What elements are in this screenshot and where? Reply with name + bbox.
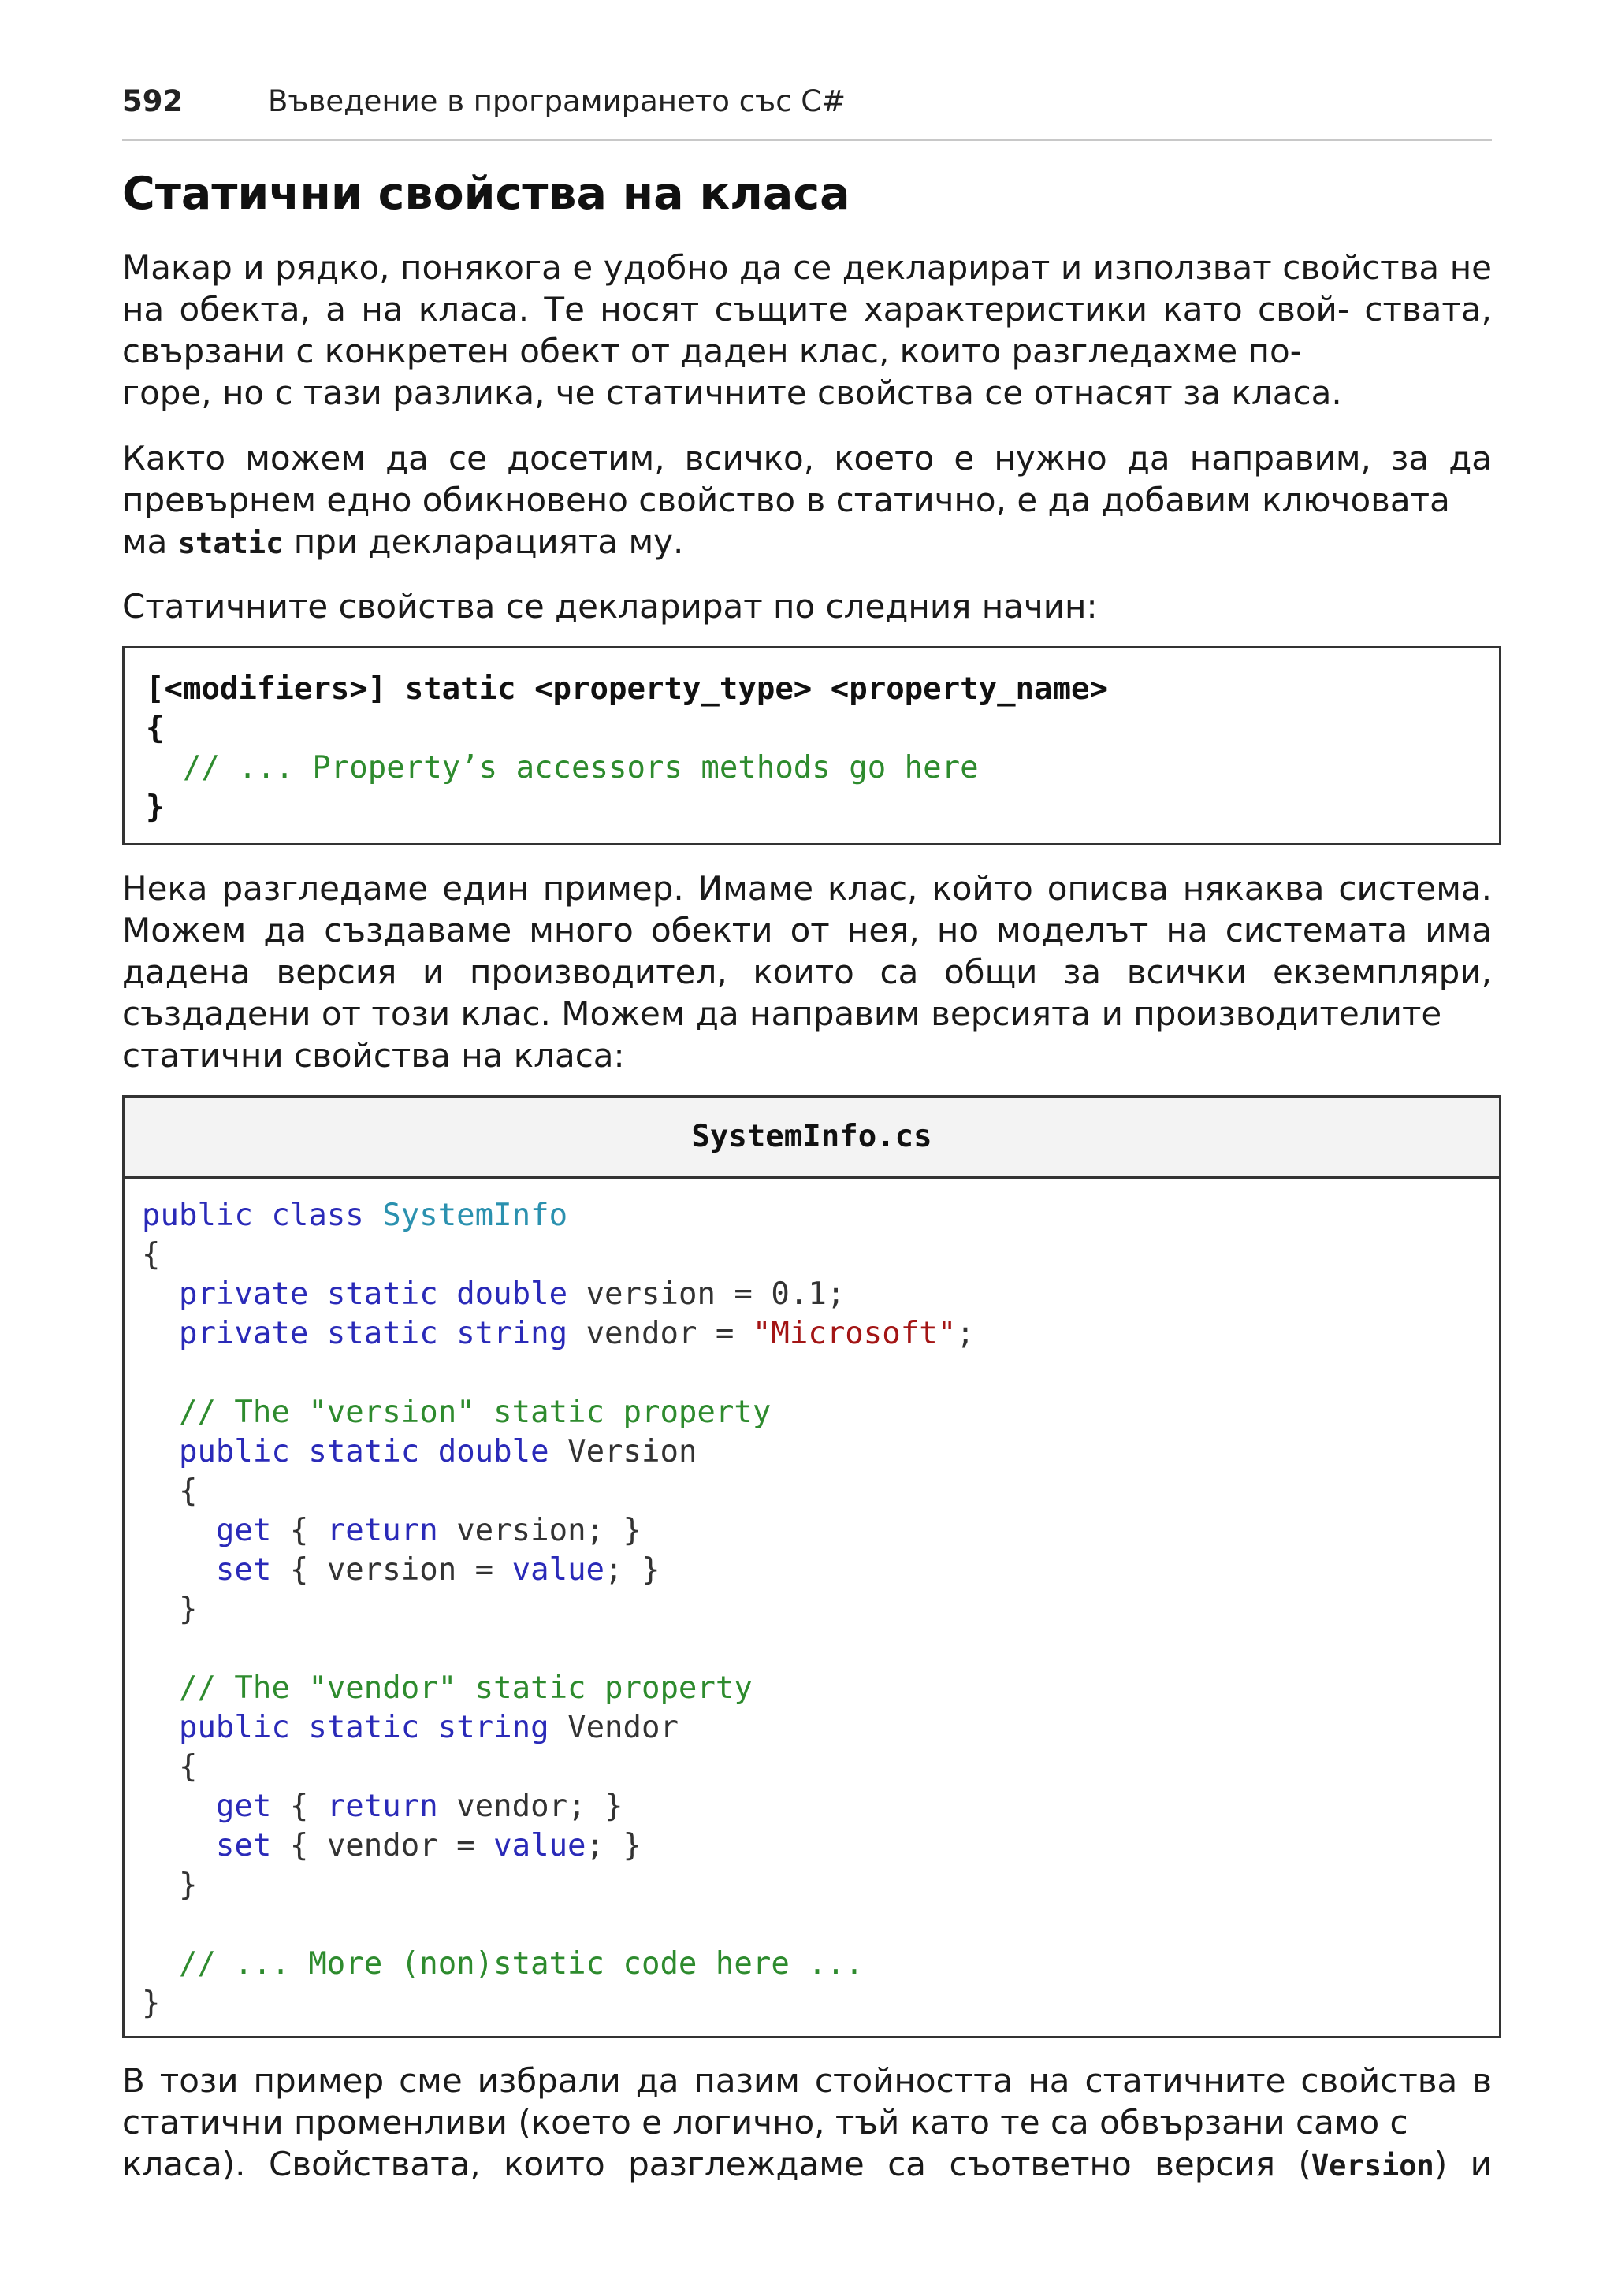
code-token: private <box>178 1316 309 1351</box>
code-token: { version = <box>271 1552 512 1588</box>
text-line: Можем да създаваме много обекти от нея, но моделът на системата има <box>122 911 1492 949</box>
text-line: ствата, свързани с конкретен обект от даден клас, които разгледахме по- <box>122 290 1492 370</box>
code-token: static <box>308 1710 420 1745</box>
code-token: ; <box>956 1316 975 1351</box>
code-token: public <box>178 1710 290 1745</box>
text-fragment: ) и <box>1434 2145 1492 2183</box>
code-token: { <box>142 1237 161 1272</box>
paragraph-static-keyword <box>122 437 1492 564</box>
text-line: Нека разгледаме един пример. Имаме клас, който описва някаква система. <box>122 869 1492 908</box>
text-line: Макар и рядко, понякога е удобно да се декларират и използват свойства <box>122 248 1440 287</box>
text-fragment: класа). Свойствата, които разглеждаме са съответно версия ( <box>122 2145 1311 2183</box>
code-token: } <box>142 1986 161 2021</box>
code-token: double <box>437 1434 549 1469</box>
code-token: double <box>456 1276 568 1312</box>
text-line: Както можем да се досетим, всичко, което е нужно да направим, за да <box>122 439 1492 477</box>
book-title: Въведение в програмирането със C# <box>268 84 846 118</box>
code-token: value <box>511 1552 605 1588</box>
code-line: { <box>146 711 165 746</box>
text-line: горе, но с тази разлика, че статичните свойства се отнасят за класа. <box>122 373 1342 412</box>
code-token: { <box>271 1789 327 1824</box>
code-token: ; } <box>604 1552 660 1588</box>
code-token: vendor; } <box>437 1789 623 1824</box>
code-token: static <box>326 1316 438 1351</box>
paragraph-intro <box>122 247 1492 414</box>
listing-code <box>125 1179 1499 2023</box>
syntax-code-box <box>122 646 1501 845</box>
text-line: В този пример сме избрали да пазим стойността на статичните свойства в <box>122 2061 1492 2100</box>
text-line: превърнем едно обикновено свойство в статично, е да добавим ключовата <box>122 481 1450 519</box>
text-fragment: при декларацията му. <box>283 522 684 561</box>
listing-box <box>122 1095 1501 2038</box>
inline-code-version: Version <box>1311 2149 1434 2183</box>
code-token: value <box>493 1828 586 1863</box>
code-token: } <box>178 1592 198 1627</box>
code-token: class <box>271 1198 364 1233</box>
code-comment: // ... More (non)static code here ... <box>178 1946 864 1982</box>
text-line: създадени от този клас. Можем да направим версията и производителите <box>122 994 1442 1033</box>
code-token: SystemInfo <box>382 1198 568 1233</box>
text-fragment: ма <box>122 522 178 561</box>
code-token: static <box>326 1276 438 1312</box>
code-comment: // The "version" static property <box>178 1395 772 1430</box>
code-token: version; } <box>437 1513 642 1548</box>
paragraph-syntax-intro: Статичните свойства се декларират по следния начин: <box>122 587 1098 626</box>
code-token: ; } <box>586 1828 642 1863</box>
code-token: { vendor = <box>271 1828 494 1863</box>
code-token: vendor = <box>567 1316 753 1351</box>
code-line: } <box>146 789 165 825</box>
page-header <box>122 83 1492 141</box>
code-line: [<modifiers>] static <property_type> <property_name> <box>146 671 1108 707</box>
code-comment: // The "vendor" static property <box>178 1670 753 1706</box>
code-token: set <box>215 1552 272 1588</box>
code-token: get <box>215 1789 272 1824</box>
code-token: private <box>178 1276 309 1312</box>
code-token: return <box>326 1789 438 1824</box>
text-line <box>122 521 1492 564</box>
code-token: } <box>178 1867 198 1903</box>
inline-code-static: static <box>177 526 284 560</box>
code-comment: // ... Property’s accessors methods go here <box>146 750 979 786</box>
code-token: set <box>215 1828 272 1863</box>
code-token: public <box>142 1198 253 1233</box>
code-token: Version <box>549 1434 697 1469</box>
section-title: Статични свойства на класа <box>122 168 850 220</box>
code-token: public <box>178 1434 290 1469</box>
text-line <box>122 2143 1492 2186</box>
code-token: string <box>437 1710 549 1745</box>
text-line: дадена версия и производител, които са общи за всички екземпляри, <box>122 953 1492 991</box>
paragraph-explanation <box>122 2060 1492 2186</box>
code-token: static <box>308 1434 420 1469</box>
code-token: string <box>456 1316 568 1351</box>
text-line: статични променливи (което е логично, тъй като те са обвързани само с <box>122 2103 1408 2142</box>
code-token: { <box>178 1749 198 1785</box>
listing-filename: SystemInfo.cs <box>125 1098 1499 1179</box>
text-line: не на обекта, а на класа. Те носят същите характеристики като свой- <box>122 248 1493 329</box>
code-token: return <box>326 1513 438 1548</box>
code-string: "Microsoft" <box>752 1316 957 1351</box>
code-token: version = 0.1; <box>567 1276 846 1312</box>
code-token: { <box>178 1473 198 1509</box>
paragraph-example-intro <box>122 868 1492 1076</box>
code-token: get <box>215 1513 272 1548</box>
page-number: 592 <box>122 84 184 118</box>
syntax-code <box>146 670 1499 827</box>
code-token: Vendor <box>549 1710 679 1745</box>
code-token: { <box>271 1513 327 1548</box>
text-line: статични свойства на класа: <box>122 1036 625 1075</box>
